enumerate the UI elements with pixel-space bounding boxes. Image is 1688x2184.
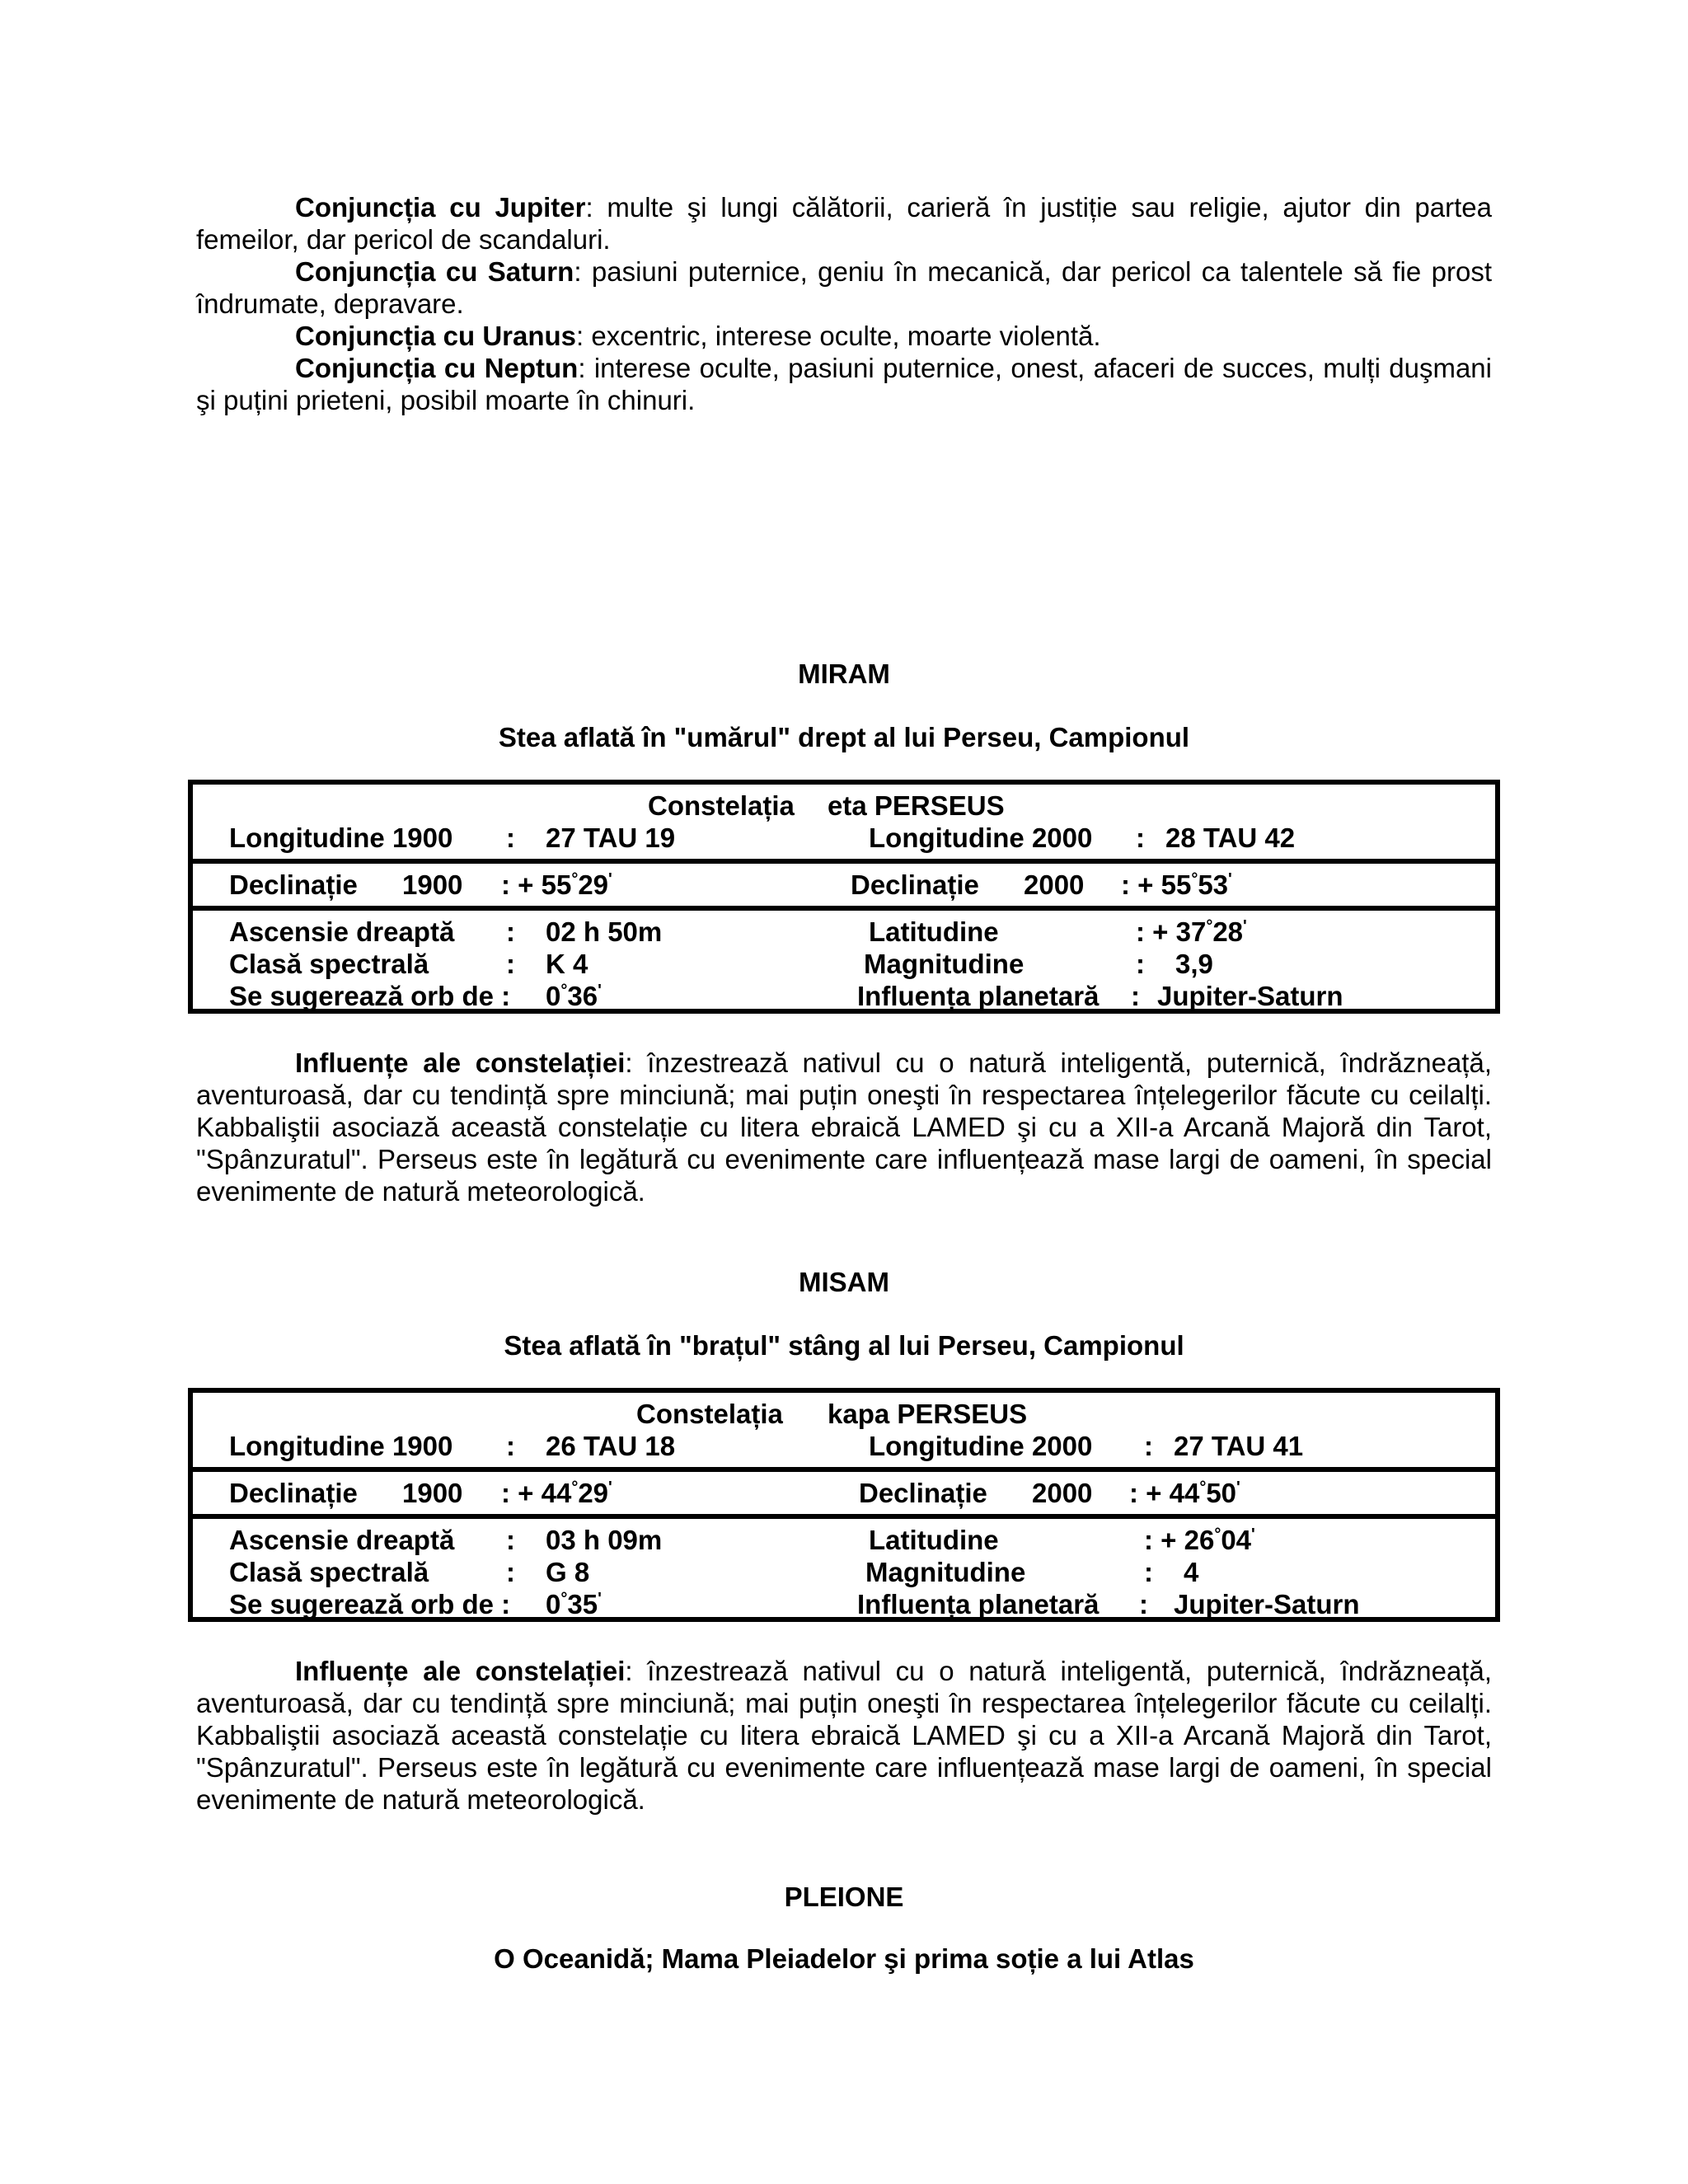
spectral-label: Clasă spectrală [229, 949, 429, 979]
longitude-1900-value: 27 TAU 19 [546, 823, 676, 853]
ascension-value: 02 h 50m [546, 916, 663, 947]
magnitude-label: Magnitudine [864, 949, 1025, 979]
constellation-row [193, 1398, 1495, 1430]
constellation-label: Constelația [636, 1399, 783, 1429]
ascension-label: Ascensie dreaptă [229, 1525, 455, 1555]
declination-row [193, 869, 1495, 901]
declination-1900-value: : + 55°29' [501, 869, 612, 900]
spectral-value: G 8 [546, 1557, 590, 1587]
magnitude-value: 3,9 [1175, 949, 1213, 979]
longitude-2000-label: Longitudine 2000 [869, 1431, 1093, 1461]
longitude-2000-label: Longitudine 2000 [869, 823, 1093, 853]
spectral-value: K 4 [546, 949, 588, 979]
constellation-value: eta PERSEUS [828, 790, 1005, 821]
intro-section [196, 191, 1492, 416]
influence-paragraph: Influențe ale constelației: înzestrează nativul cu o natură inteligentă, puternică, îndrăzneață, aventuroasă, dar cu tendință spre minciună; mai puțin oneşti în respectarea înțelegerilor făcute cu ceilalți. Kabbaliştii asociază această constelație cu litera ebraică LAMED şi cu a XII-a Arcană Majoră din Tarot, "Spânzuratul". Perseus este în legătură cu evenimente care influențează mase largi de oameni, în special evenimente de natură meteorologică. [196, 1047, 1492, 1207]
orb-row: Se sugerează orb de : 0°36' Influența planetară : Jupiter-Saturn [229, 981, 1343, 1011]
star-subtitle: O Oceanidă; Mama Pleiadelor şi prima soție a lui Atlas [494, 1943, 1194, 1974]
ascension-value: 03 h 09m [546, 1525, 663, 1555]
spectral-row: Clasă spectrală : K 4 Magnitudine : 3,9 [229, 949, 1213, 979]
spectral-label: Clasă spectrală [229, 1557, 429, 1587]
planetary-influence-label: Influența planetară [857, 981, 1100, 1011]
declination-1900-value: : + 44°29' [501, 1478, 612, 1508]
document-page [196, 191, 1492, 1974]
star-name: PLEIONE [784, 1882, 904, 1912]
declination-2000-value: : + 44°50' [1129, 1478, 1240, 1508]
latitude-value: : + 26°04' [1144, 1525, 1255, 1555]
planetary-influence-value: Jupiter-Saturn [1174, 1589, 1360, 1619]
declination-2000-value: : + 55°53' [1121, 869, 1232, 900]
divider [193, 1467, 1495, 1472]
intro-paragraph-saturn: Conjuncția cu Saturn: pasiuni puternice, geniu în mecanică, dar pericol ca talentele să fie prost îndrumate, depravare. [196, 256, 1492, 319]
longitude-row: Longitudine 1900 : 27 TAU 19 Longitudine 2000 : 28 TAU 42 [229, 823, 1296, 853]
star-name: MISAM [799, 1267, 889, 1297]
constellation-value: kapa PERSEUS [828, 1399, 1028, 1429]
declination-row [193, 1477, 1495, 1509]
declination-1900-year: 1900 [402, 869, 463, 900]
magnitude-value: 4 [1184, 1557, 1199, 1587]
ascension-row: Ascensie dreaptă : 02 h 50m Latitudine : + 37°28' [229, 916, 1247, 947]
longitude-2000-value: 28 TAU 42 [1165, 823, 1296, 853]
star-section-misam [196, 1266, 1492, 1816]
longitude-row: Longitudine 1900 : 26 TAU 18 Longitudine 2000 : 27 TAU 41 [229, 1431, 1304, 1461]
longitude-2000-value: 27 TAU 41 [1174, 1431, 1304, 1461]
orb-value: 0°36' [546, 981, 602, 1011]
star-info-box [188, 1388, 1500, 1622]
influence-paragraph: Influențe ale constelației: înzestrează nativul cu o natură inteligentă, puternică, îndrăzneață, aventuroasă, dar cu tendință spre minciună; mai puțin oneşti în respectarea înțelegerilor făcute cu ceilalți. Kabbaliştii asociază această constelație cu litera ebraică LAMED şi cu a XII-a Arcană Majoră din Tarot, "Spânzuratul". Perseus este în legătură cu evenimente care influențează mase largi de oameni, în special evenimente de natură meteorologică. [196, 1656, 1492, 1815]
latitude-value: : + 37°28' [1136, 916, 1247, 947]
intro-paragraph-jupiter: Conjuncția cu Jupiter: multe şi lungi călătorii, carieră în justiție sau religie, ajutor din partea femeilor, dar pericol de scandaluri. [196, 192, 1492, 255]
declination-2000-label: Declinație [851, 869, 979, 900]
star-info-box [188, 780, 1500, 1014]
intro-paragraph-uranus: Conjuncția cu Uranus: excentric, interese oculte, moarte violentă. [295, 321, 1101, 351]
orb-row: Se sugerează orb de : 0°35' Influența planetară : Jupiter-Saturn [229, 1589, 1360, 1619]
ascension-row: Ascensie dreaptă : 03 h 09m Latitudine : + 26°04' [229, 1525, 1255, 1555]
ascension-label: Ascensie dreaptă [229, 916, 455, 947]
constellation-label: Constelația [648, 790, 795, 821]
declination-1900-label: Declinație [229, 869, 358, 900]
divider [193, 859, 1495, 864]
declination-2000-label: Declinație [859, 1478, 987, 1508]
star-section-pleione [196, 1881, 1492, 1975]
divider [193, 1514, 1495, 1519]
magnitude-label: Magnitudine [865, 1557, 1026, 1587]
star-subtitle: Stea aflată în "brațul" stâng al lui Perseu, Campionul [504, 1330, 1184, 1361]
orb-label: Se sugerează orb de : [229, 1589, 511, 1619]
orb-value: 0°35' [546, 1589, 602, 1619]
declination-1900-year: 1900 [402, 1478, 463, 1508]
longitude-1900-label: Longitudine 1900 [229, 823, 453, 853]
declination-1900-label: Declinație [229, 1478, 358, 1508]
declination-2000-year: 2000 [1032, 1478, 1093, 1508]
intro-paragraph-neptun: Conjuncția cu Neptun: interese oculte, pasiuni puternice, onest, afaceri de succes, mulți duşmani şi puțini prieteni, posibil moarte în chinuri. [196, 353, 1492, 415]
longitude-1900-label: Longitudine 1900 [229, 1431, 453, 1461]
planetary-influence-value: Jupiter-Saturn [1157, 981, 1343, 1011]
latitude-label: Latitudine [869, 916, 999, 947]
latitude-label: Latitudine [869, 1525, 999, 1555]
star-subtitle: Stea aflată în "umărul" drept al lui Perseu, Campionul [498, 722, 1190, 752]
longitude-1900-value: 26 TAU 18 [546, 1431, 676, 1461]
star-section-miram [196, 658, 1492, 1207]
star-name: MIRAM [798, 658, 890, 689]
orb-label: Se sugerează orb de : [229, 981, 511, 1011]
divider [193, 906, 1495, 911]
spectral-row: Clasă spectrală : G 8 Magnitudine : 4 [229, 1557, 1199, 1587]
declination-2000-year: 2000 [1024, 869, 1085, 900]
constellation-row [193, 790, 1495, 822]
planetary-influence-label: Influența planetară [857, 1589, 1100, 1619]
